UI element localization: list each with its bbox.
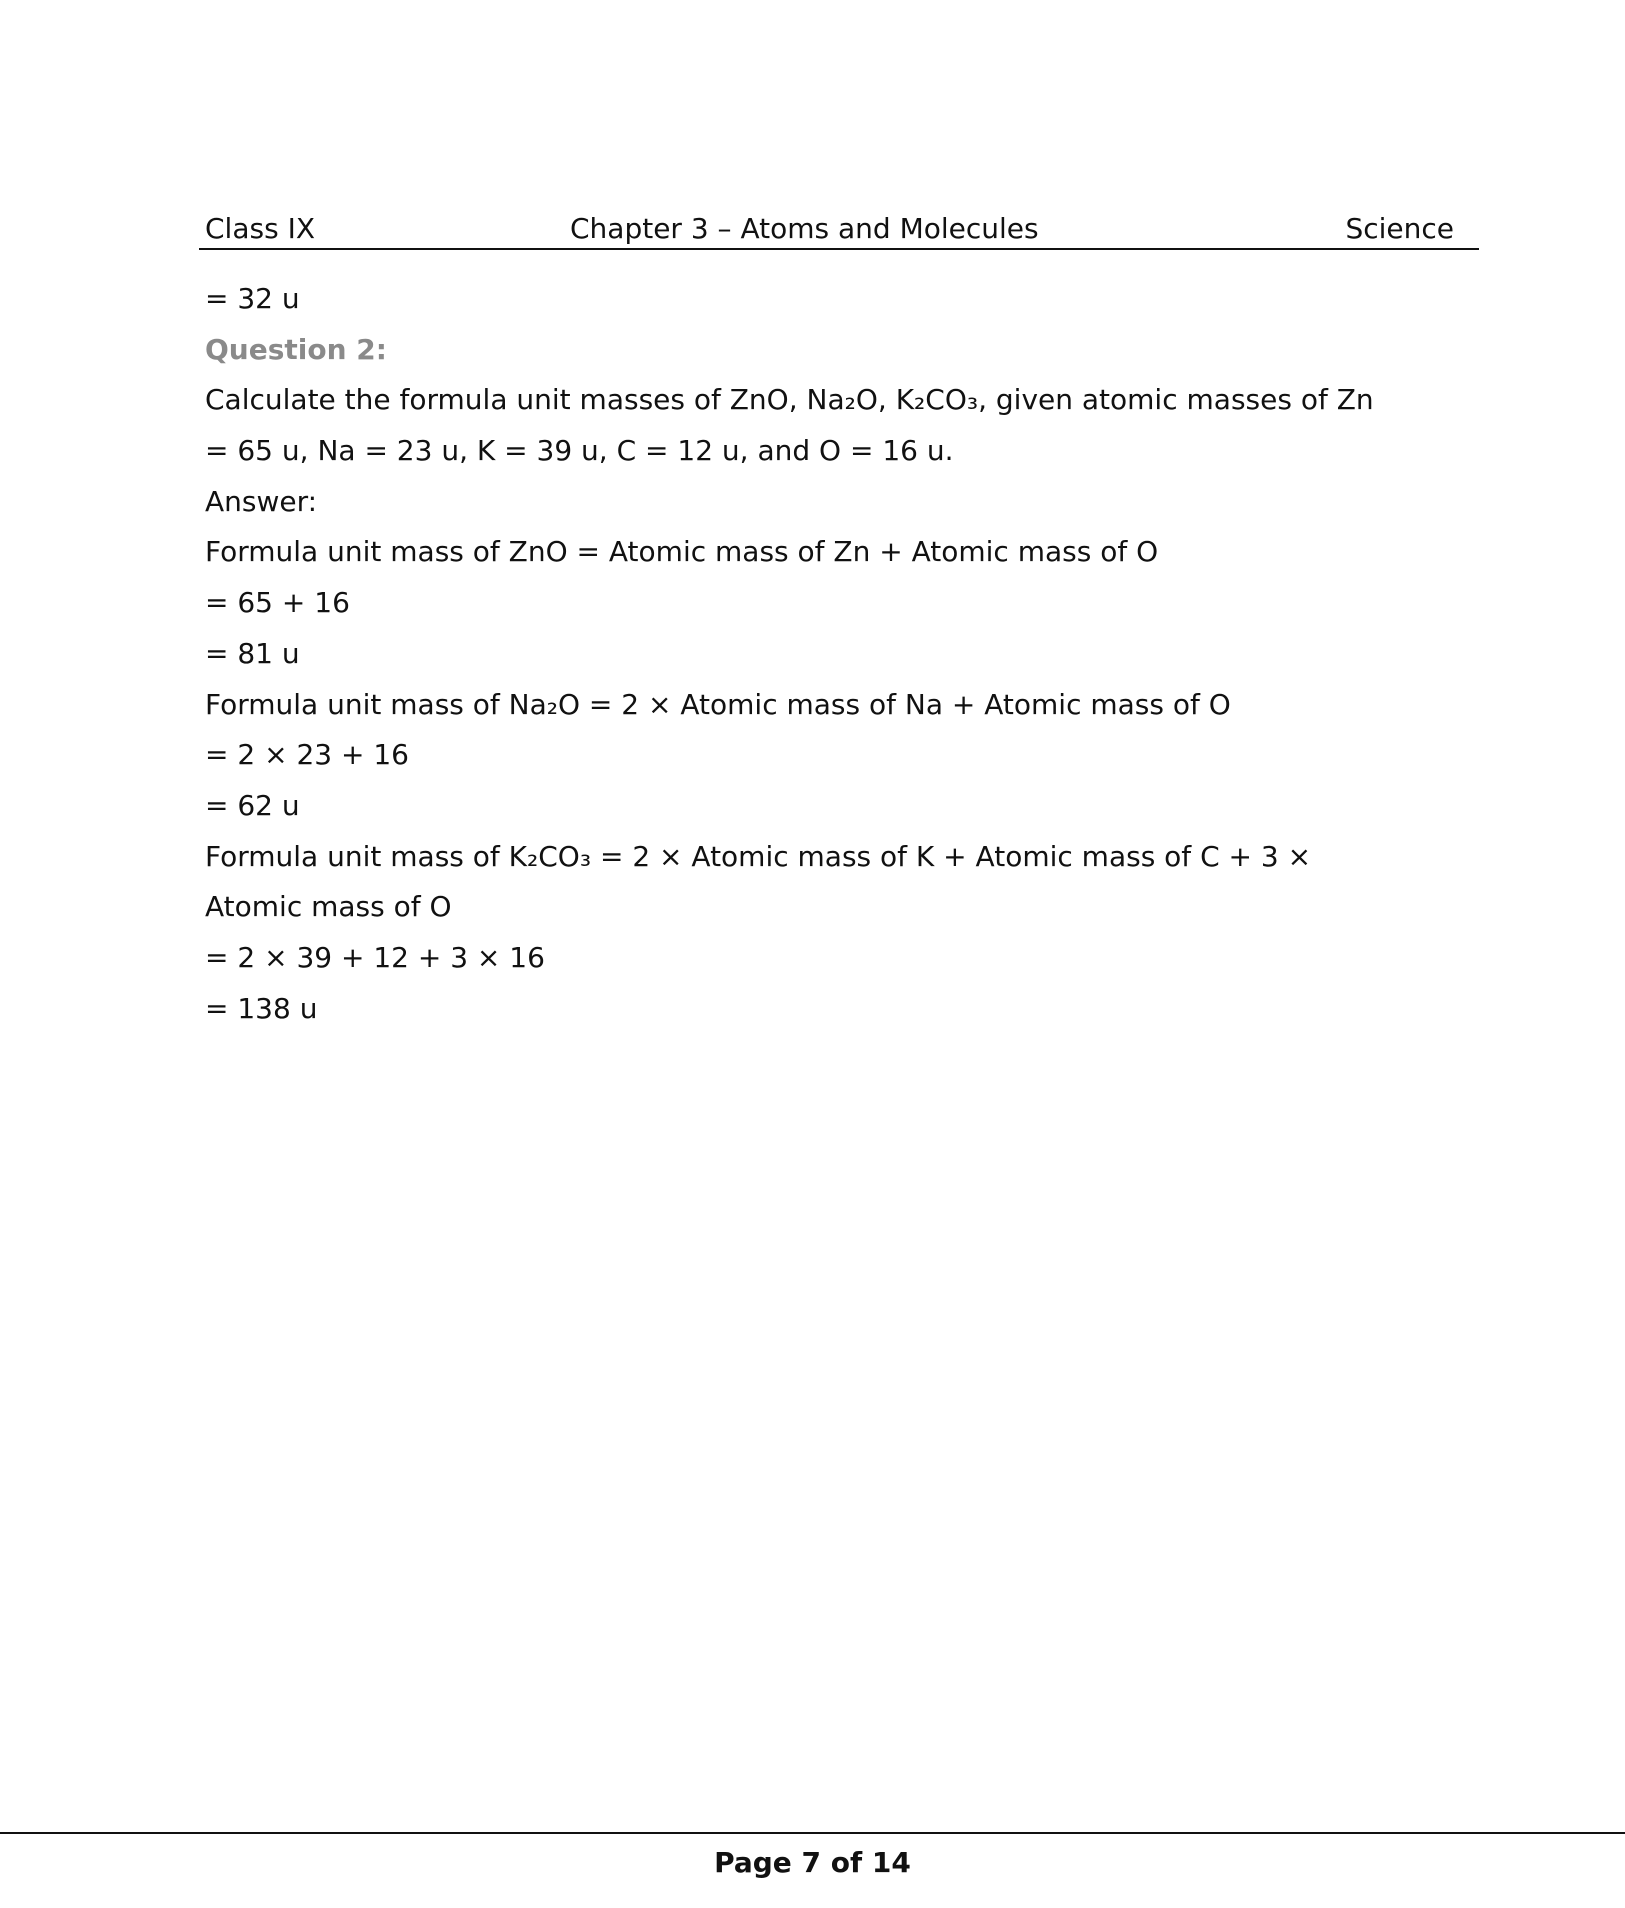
header-class: Class IX	[205, 212, 316, 245]
text-line: Formula unit mass of Na₂O = 2 × Atomic mass of Na + Atomic mass of O	[205, 687, 1231, 721]
answer-label: Answer:	[205, 484, 318, 518]
text-line: = 65 + 16	[205, 586, 350, 620]
footer-divider	[0, 1832, 1625, 1834]
text-line: = 2 × 39 + 12 + 3 × 16	[205, 940, 545, 974]
page-number: Page 7 of 14	[714, 1846, 911, 1879]
text-line: Formula unit mass of K₂CO₃ = 2 × Atomic mass of K + Atomic mass of C + 3 ×	[205, 839, 1312, 873]
header-subject: Science	[1345, 212, 1454, 245]
text-line: = 32 u	[205, 282, 300, 315]
text-line: = 138 u	[205, 991, 318, 1025]
text-line: Calculate the formula unit masses of ZnO, Na₂O, K₂CO₃, given atomic masses of Zn	[205, 383, 1374, 417]
text-line: = 65 u, Na = 23 u, K = 39 u, C = 12 u, and O = 16 u.	[205, 434, 954, 468]
text-line: = 62 u	[205, 788, 300, 822]
question-heading: Question 2:	[205, 332, 387, 366]
text-line: = 2 × 23 + 16	[205, 738, 409, 772]
header-chapter-title: Chapter 3 – Atoms and Molecules	[570, 212, 1039, 245]
page-content	[205, 279, 1405, 1039]
text-line: = 81 u	[205, 636, 300, 670]
page-header	[199, 208, 1479, 250]
text-line: Formula unit mass of ZnO = Atomic mass of Zn + Atomic mass of O	[205, 535, 1159, 569]
text-line: Atomic mass of O	[205, 890, 452, 924]
